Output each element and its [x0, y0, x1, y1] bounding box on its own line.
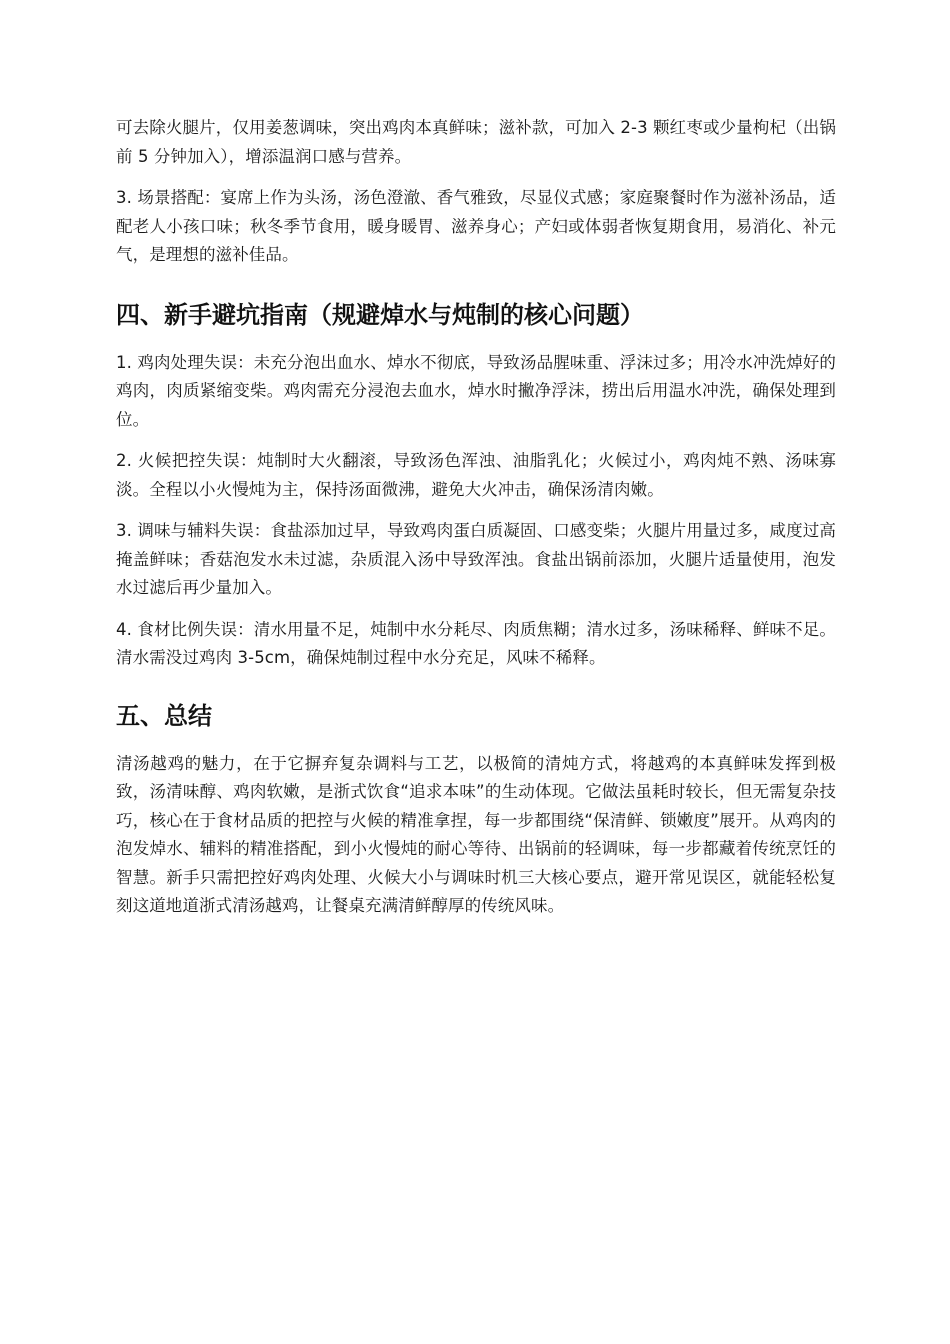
pitfall-item-2: 2. 火候把控失误：炖制时大火翻滚，导致汤色浑浊、油脂乳化；火候过小，鸡肉炖不熟、汤味寡淡。全程以小火慢炖为主，保持汤面微沸，避免大火冲击，确保汤清肉嫩。	[116, 451, 836, 499]
intro-continuation-paragraph: 可去除火腿片，仅用姜葱调味，突出鸡肉本真鲜味；滋补款，可加入 2-3 颗红枣或少量枸杞（出锅前 5 分钟加入），增添温润口感与营养。	[116, 118, 836, 166]
document-page	[116, 114, 836, 934]
scene-pairing-paragraph: 3. 场景搭配：宴席上作为头汤，汤色澄澈、香气雅致，尽显仪式感；家庭聚餐时作为滋补汤品，适配老人小孩口味；秋冬季节食用，暖身暖胃、滋养身心；产妇或体弱者恢复期食用，易消化、补元气，是理想的滋补佳品。	[116, 188, 836, 264]
summary-paragraph: 清汤越鸡的魅力，在于它摒弃复杂调料与工艺，以极简的清炖方式，将越鸡的本真鲜味发挥到极致，汤清味醇、鸡肉软嫩，是浙式饮食“追求本味”的生动体现。它做法虽耗时较长，但无需复杂技巧，核心在于食材品质的把控与火候的精准拿捏，每一步都围绕“保清鲜、锁嫩度”展开。从鸡肉的泡发焯水、辅料的精准搭配，到小火慢炖的耐心等待、出锅前的轻调味，每一步都藏着传统烹饪的智慧。新手只需把控好鸡肉处理、火候大小与调味时机三大核心要点，避开常见误区，就能轻松复刻这道地道浙式清汤越鸡，让餐桌充满清鲜醇厚的传统风味。	[116, 753, 836, 915]
pitfall-item-4: 4. 食材比例失误：清水用量不足，炖制中水分耗尽、肉质焦糊；清水过多，汤味稀释、鲜味不足。清水需没过鸡肉 3-5cm，确保炖制过程中水分充足，风味不稀释。	[116, 619, 836, 667]
pitfall-item-1: 1. 鸡肉处理失误：未充分泡出血水、焯水不彻底，导致汤品腥味重、浮沫过多；用冷水冲洗焯好的鸡肉，肉质紧缩变柴。鸡肉需充分浸泡去血水，焯水时撇净浮沫，捞出后用温水冲洗，确保处理到位。	[116, 352, 836, 429]
section-5-heading: 五、总结	[116, 701, 212, 730]
section-4-heading: 四、新手避坑指南（规避焯水与炖制的核心问题）	[116, 300, 644, 329]
pitfall-item-3: 3. 调味与辅料失误：食盐添加过早，导致鸡肉蛋白质凝固、口感变柴；火腿片用量过多，咸度过高掩盖鲜味；香菇泡发水未过滤，杂质混入汤中导致浑浊。食盐出锅前添加，火腿片适量使用，泡发水过滤后再少量加入。	[116, 521, 836, 597]
